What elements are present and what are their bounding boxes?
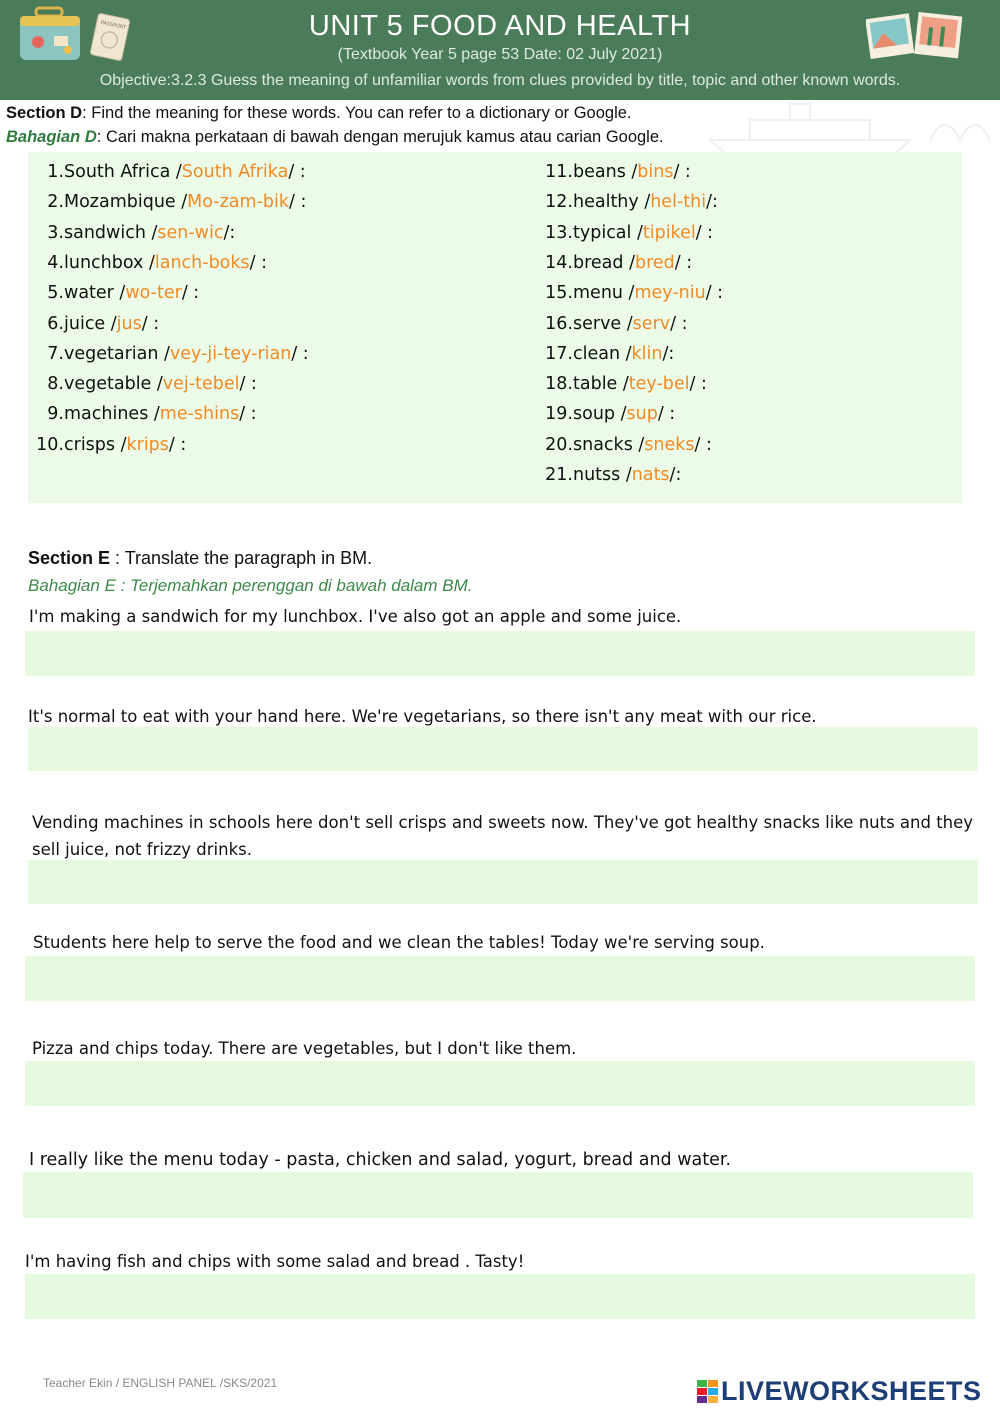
vocab-end: / : bbox=[168, 434, 187, 455]
vocab-end: / : bbox=[239, 374, 257, 395]
vocab-end: /: bbox=[706, 192, 718, 213]
vocab-number: 13. bbox=[545, 222, 573, 243]
vocab-word: bread / bbox=[573, 252, 635, 273]
vocab-word: beans / bbox=[573, 162, 638, 182]
teacher-credit: Teacher Ekin / ENGLISH PANEL /SKS/2021 bbox=[43, 1376, 278, 1390]
answer-box-3[interactable] bbox=[28, 860, 978, 904]
answer-box-2[interactable] bbox=[28, 727, 978, 771]
vocab-pronunciation: mey-niu bbox=[634, 283, 706, 304]
paragraph-2: It's normal to eat with your hand here. We're vegetarians, so there isn't any meat with our rice. bbox=[28, 707, 817, 726]
vocab-end: / : bbox=[705, 283, 724, 304]
paragraph-7: I'm having fish and chips with some salad and bread . Tasty! bbox=[25, 1252, 525, 1271]
vocab-number: 14. bbox=[545, 252, 573, 273]
section-d-instruction: : Find the meaning for these words. You can refer to a dictionary or Google. bbox=[82, 104, 632, 122]
vocab-word: snacks / bbox=[573, 434, 645, 455]
answer-box-4[interactable] bbox=[25, 956, 975, 1001]
vocab-item bbox=[543, 283, 723, 303]
vocab-end: / : bbox=[670, 313, 688, 334]
vocab-pronunciation: jus bbox=[116, 313, 142, 334]
vocab-word: serve / bbox=[573, 313, 633, 334]
header-banner bbox=[0, 0, 1000, 100]
vocab-pronunciation: vey-ji-tey-rian bbox=[169, 343, 292, 364]
vocab-end: / : bbox=[249, 252, 267, 273]
vocab-item bbox=[543, 314, 687, 334]
vocab-pronunciation: South Afrika bbox=[181, 162, 289, 182]
vocab-number: 2. bbox=[47, 192, 64, 213]
vocab-pronunciation: krips bbox=[126, 434, 169, 455]
vocab-number: 19. bbox=[545, 404, 573, 425]
vocab-pronunciation: vej-tebel bbox=[162, 374, 240, 395]
vocab-item bbox=[32, 162, 306, 182]
vocab-word: table / bbox=[573, 374, 629, 395]
vocab-end: / : bbox=[657, 404, 676, 425]
vocab-number: 20. bbox=[545, 434, 573, 455]
vocab-number: 11. bbox=[545, 162, 573, 182]
vocab-item bbox=[32, 283, 199, 303]
vocab-item bbox=[543, 253, 692, 273]
vocab-number: 9. bbox=[47, 404, 64, 425]
vocab-pronunciation: hel-thi bbox=[650, 192, 707, 213]
vocab-pronunciation: nats bbox=[631, 465, 670, 485]
ship-watermark-icon bbox=[700, 100, 1000, 160]
vocab-item bbox=[543, 374, 707, 394]
vocab-pronunciation: sup bbox=[626, 404, 658, 425]
section-e-heading bbox=[28, 548, 372, 569]
page-title: UNIT 5 FOOD AND HEALTH bbox=[308, 10, 692, 42]
vocab-end: / : bbox=[291, 343, 309, 364]
vocab-pronunciation: klin bbox=[631, 343, 663, 364]
vocab-pronunciation: Mo-zam-bik bbox=[187, 192, 289, 213]
vocab-number: 21. bbox=[545, 465, 573, 485]
section-d-label: Section D bbox=[6, 104, 83, 122]
answer-box-6[interactable] bbox=[23, 1172, 973, 1218]
vocab-number: 4. bbox=[47, 252, 64, 273]
vocab-number: 6. bbox=[47, 313, 64, 334]
vocab-item bbox=[32, 344, 309, 364]
vocab-word: sandwich / bbox=[64, 222, 158, 243]
vocab-number: 1. bbox=[47, 162, 64, 182]
vocab-end: /: bbox=[669, 465, 682, 485]
paragraph-5: Pizza and chips today. There are vegetables, but I don't like them. bbox=[32, 1039, 577, 1058]
photos-icon bbox=[866, 8, 966, 70]
answer-box-7[interactable] bbox=[25, 1274, 975, 1319]
vocab-pronunciation: bins bbox=[637, 162, 674, 182]
bahagian-d-instruction: : Cari makna perkataan di bawah dengan merujuk kamus atau carian Google. bbox=[96, 128, 664, 146]
vocab-end: / : bbox=[695, 222, 714, 243]
vocab-pronunciation: me-shins bbox=[159, 404, 240, 425]
vocab-pronunciation: wo-ter bbox=[125, 283, 182, 304]
answer-box-1[interactable] bbox=[25, 631, 975, 676]
vocab-word: soup / bbox=[573, 404, 627, 425]
vocab-end: /: bbox=[223, 222, 236, 243]
vocab-item bbox=[32, 374, 257, 394]
vocab-word: South Africa / bbox=[64, 162, 182, 182]
vocab-end: / : bbox=[674, 252, 693, 273]
vocab-item bbox=[32, 253, 267, 273]
vocab-pronunciation: sen-wic bbox=[157, 222, 224, 243]
vocab-end: / : bbox=[689, 374, 707, 395]
vocab-pronunciation: tipikel bbox=[642, 222, 696, 243]
vocab-end: / : bbox=[289, 192, 307, 213]
vocab-word: vegetable / bbox=[64, 374, 163, 395]
bahagian-d-label: Bahagian D bbox=[6, 128, 97, 146]
vocab-word: water / bbox=[64, 283, 126, 304]
vocab-number: 15. bbox=[545, 283, 573, 304]
vocab-item bbox=[543, 404, 675, 424]
vocab-item bbox=[543, 192, 718, 212]
vocab-item bbox=[32, 192, 306, 212]
liveworksheets-brand: LIVEWORKSHEETS bbox=[721, 1376, 982, 1406]
liveworksheets-blocks-icon bbox=[697, 1380, 719, 1404]
vocab-end: / : bbox=[181, 283, 200, 304]
vocab-pronunciation: bred bbox=[634, 252, 675, 273]
section-d-heading bbox=[6, 101, 664, 149]
vocab-word: healthy / bbox=[573, 192, 651, 213]
paragraph-6: I really like the menu today - pasta, chicken and salad, yogurt, bread and water. bbox=[29, 1150, 732, 1170]
vocab-word: menu / bbox=[573, 283, 635, 304]
vocab-item bbox=[543, 162, 691, 182]
answer-box-5[interactable] bbox=[25, 1061, 975, 1106]
vocab-pronunciation: serv bbox=[632, 313, 671, 334]
vocab-item bbox=[543, 465, 681, 485]
vocab-number: 8. bbox=[47, 374, 64, 395]
vocab-item bbox=[32, 223, 235, 243]
vocab-number: 18. bbox=[545, 374, 573, 395]
paragraph-1: I'm making a sandwich for my lunchbox. I've also got an apple and some juice. bbox=[29, 607, 682, 626]
vocab-end: / : bbox=[288, 162, 306, 182]
vocab-end: / : bbox=[239, 404, 257, 425]
paragraph-4: Students here help to serve the food and we clean the tables! Today we're serving soup. bbox=[33, 933, 765, 952]
vocab-number: 17. bbox=[545, 343, 573, 364]
vocab-item bbox=[543, 223, 713, 243]
vocab-word: lunchbox / bbox=[64, 252, 155, 273]
vocab-number: 7. bbox=[47, 343, 64, 364]
section-e-instruction: : Translate the paragraph in BM. bbox=[110, 548, 373, 568]
vocab-item bbox=[543, 435, 712, 455]
vocab-number: 10. bbox=[36, 434, 64, 455]
section-e-label: Section E bbox=[28, 548, 111, 568]
vocab-pronunciation: sneks bbox=[644, 434, 695, 455]
vocab-end: / : bbox=[673, 162, 691, 182]
vocab-number: 16. bbox=[545, 313, 573, 334]
page-objective: Objective:3.2.3 Guess the meaning of unfamiliar words from clues provided by title, topic and other known words. bbox=[99, 72, 901, 89]
vocab-pronunciation: lanch-boks bbox=[154, 252, 250, 273]
vocab-item bbox=[32, 404, 257, 424]
vocab-item bbox=[543, 344, 674, 364]
vocab-word: clean / bbox=[573, 343, 632, 364]
page-subtitle: (Textbook Year 5 page 53 Date: 02 July 2021) bbox=[337, 46, 663, 63]
vocab-word: juice / bbox=[64, 313, 117, 334]
vocab-end: /: bbox=[662, 343, 675, 364]
vocab-word: crisps / bbox=[64, 434, 127, 455]
vocab-word: typical / bbox=[573, 222, 643, 243]
paragraph-3: Vending machines in schools here don't sell crisps and sweets now. They've got healthy snacks like nuts and they sell juice, not frizzy drinks. bbox=[32, 813, 974, 859]
bahagian-e-heading: Bahagian E : Terjemahkan perenggan di bawah dalam BM. bbox=[28, 576, 473, 595]
vocab-pronunciation: tey-bel bbox=[628, 374, 690, 395]
vocab-number: 3. bbox=[47, 222, 64, 243]
vocab-item bbox=[32, 314, 159, 334]
vocab-word: vegetarian / bbox=[64, 343, 170, 364]
vocab-word: Mozambique / bbox=[64, 192, 188, 213]
vocab-end: / : bbox=[694, 434, 712, 455]
svg-text:PASSPORT: PASSPORT bbox=[100, 19, 127, 32]
vocab-number: 12. bbox=[545, 192, 573, 213]
vocab-item bbox=[32, 435, 186, 455]
vocab-number: 5. bbox=[47, 283, 64, 304]
vocab-word: nutss / bbox=[573, 465, 632, 485]
vocab-word: machines / bbox=[64, 404, 160, 425]
vocab-end: / : bbox=[141, 313, 160, 334]
